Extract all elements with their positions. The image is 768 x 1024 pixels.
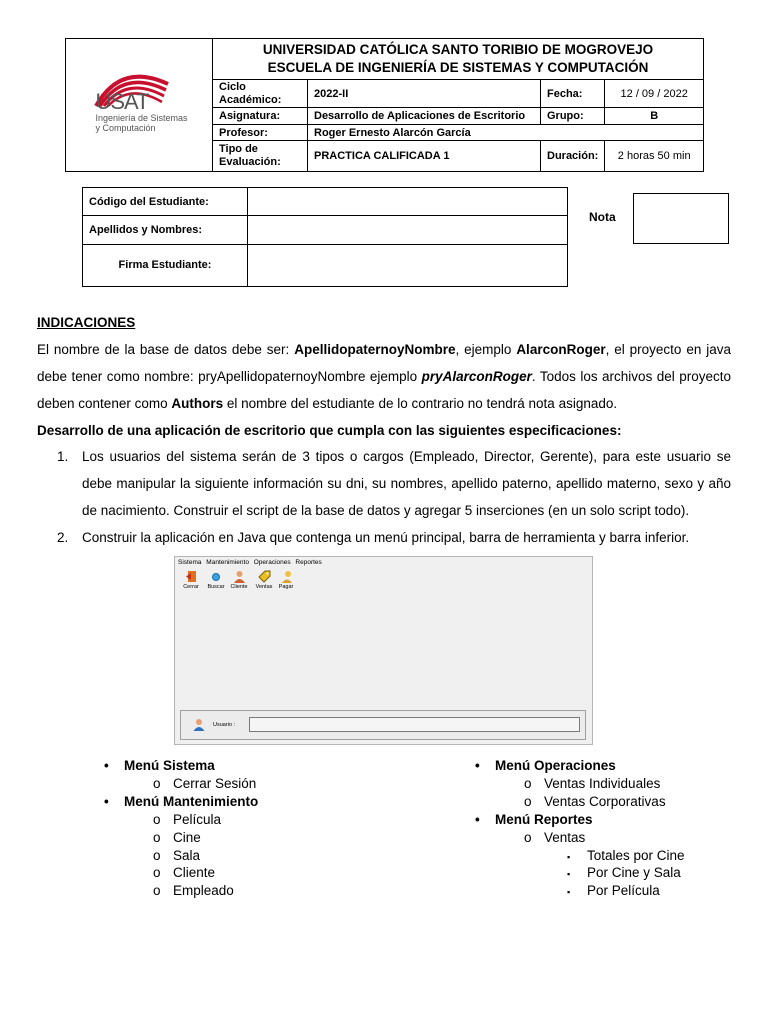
user-icon <box>233 570 246 583</box>
status-bar <box>180 710 586 740</box>
list-item: o Ventas Individuales <box>524 776 661 791</box>
codigo-field[interactable] <box>248 188 568 216</box>
asignatura-value: Desarrollo de Aplicaciones de Escritorio <box>308 108 541 125</box>
duracion-value: 2 horas 50 min <box>605 141 704 172</box>
toolbar-cerrar-button[interactable]: Cerrar <box>179 570 203 596</box>
menu-reportes-heading: • Menú Reportes <box>475 812 593 827</box>
list-item: o Cerrar Sesión <box>153 776 257 791</box>
university-heading: UNIVERSIDAD CATÓLICA SANTO TORIBIO DE MOGROVEJO ESCUELA DE INGENIERÍA DE SISTEMAS Y COMPUTACIÓN <box>213 39 704 80</box>
toolbar-cliente-button[interactable]: Cliente <box>227 570 251 596</box>
menu-operaciones-heading: • Menú Operaciones <box>475 758 616 773</box>
profesor-label: Profesor: <box>213 125 308 141</box>
fecha-value: 12 / 09 / 2022 <box>605 80 704 108</box>
list-item: o Cine <box>153 830 201 845</box>
list-item: o Cliente <box>153 865 216 880</box>
logo-cell <box>66 39 213 172</box>
student-table <box>82 187 568 287</box>
grupo-value: B <box>605 108 704 125</box>
apellidos-label: Apellidos y Nombres: <box>83 216 248 244</box>
list-item: o Película <box>153 812 222 827</box>
pay-icon <box>280 570 293 583</box>
header-table <box>65 38 704 172</box>
item-1-number: 1. <box>57 449 69 464</box>
logo-text: USAT <box>95 88 149 114</box>
codigo-label: Código del Estudiante: <box>83 188 248 216</box>
app-window-screenshot <box>174 556 593 745</box>
menu-bar <box>175 557 592 568</box>
user-icon <box>193 718 205 731</box>
profesor-value: Roger Ernesto Alarcón García <box>308 125 704 141</box>
status-user-label: Usuario : <box>213 722 236 728</box>
list-item: o Empleado <box>153 883 234 898</box>
list-item: o Ventas Corporativas <box>524 794 666 809</box>
toolbar-buscar-button[interactable]: Buscar <box>204 570 228 596</box>
toolbar-ventas-button[interactable]: Ventas <box>252 570 276 596</box>
paragraph-1: El nombre de la base de datos debe ser: ApellidopaternoyNombre, ejemplo AlarconRoger, el proyecto en java debe tener como nombre: pryApellidopaternoyNombre ejemplo pryAlarconRoger. Todos los archivos del proyecto deben contener como Authors el nombre del estudiante de lo contrario no tendrá nota asignado. <box>37 342 731 411</box>
tipo-label: Tipo de Evaluación: <box>213 141 308 172</box>
fecha-label: Fecha: <box>541 80 605 108</box>
grupo-label: Grupo: <box>541 108 605 125</box>
nota-box[interactable] <box>633 193 729 244</box>
item-2-number: 2. <box>57 530 69 545</box>
list-item: ▪ Por Película <box>567 883 660 898</box>
menu-mantenimiento-heading: • Menú Mantenimiento <box>104 794 259 809</box>
ciclo-label: Ciclo Académico: <box>213 80 308 108</box>
tipo-value: PRACTICA CALIFICADA 1 <box>308 141 541 172</box>
list-item: ▪ Por Cine y Sala <box>567 865 681 880</box>
item-1-text: Los usuarios del sistema serán de 3 tipos o cargos (Empleado, Director, Gerente), para este usuario se debe manipular la siguiente información su dni, su nombres, apellido paterno, apellido materno, sexo y año de nacimiento. Construir el script de la base de datos y agregar 5 inserciones (en un solo script todo). <box>82 449 731 518</box>
paragraph-2: Desarrollo de una aplicación de escritorio que cumpla con las siguientes especificaciones: <box>37 423 622 438</box>
list-item: ▪ Totales por Cine <box>567 848 685 863</box>
list-item: o Ventas <box>524 830 586 845</box>
menu-sistema-heading: • Menú Sistema <box>104 758 215 773</box>
firma-field[interactable] <box>248 244 568 286</box>
menu-operaciones[interactable]: Operaciones <box>253 559 291 566</box>
tag-icon <box>258 570 271 583</box>
menu-reportes[interactable]: Reportes <box>295 559 322 566</box>
firma-label: Firma Estudiante: <box>83 244 248 286</box>
exit-icon <box>185 570 198 583</box>
item-2-text: Construir la aplicación en Java que contenga un menú principal, barra de herramienta y barra inferior. <box>82 530 690 545</box>
duracion-label: Duración: <box>541 141 605 172</box>
ciclo-value: 2022-II <box>308 80 541 108</box>
list-item: o Sala <box>153 848 201 863</box>
apellidos-field[interactable] <box>248 216 568 244</box>
asignatura-label: Asignatura: <box>213 108 308 125</box>
menu-mantenimiento[interactable]: Mantenimiento <box>206 559 249 566</box>
menu-sistema[interactable]: Sistema <box>178 559 202 566</box>
toolbar-pagar-button[interactable]: Pagar <box>274 570 298 596</box>
nota-label: Nota <box>589 210 616 224</box>
logo-subtitle: Ingeniería de Sistemas y Computación <box>95 112 188 133</box>
status-user-field <box>249 717 580 732</box>
search-icon <box>210 570 223 583</box>
indicaciones-title: INDICACIONES <box>37 315 136 330</box>
